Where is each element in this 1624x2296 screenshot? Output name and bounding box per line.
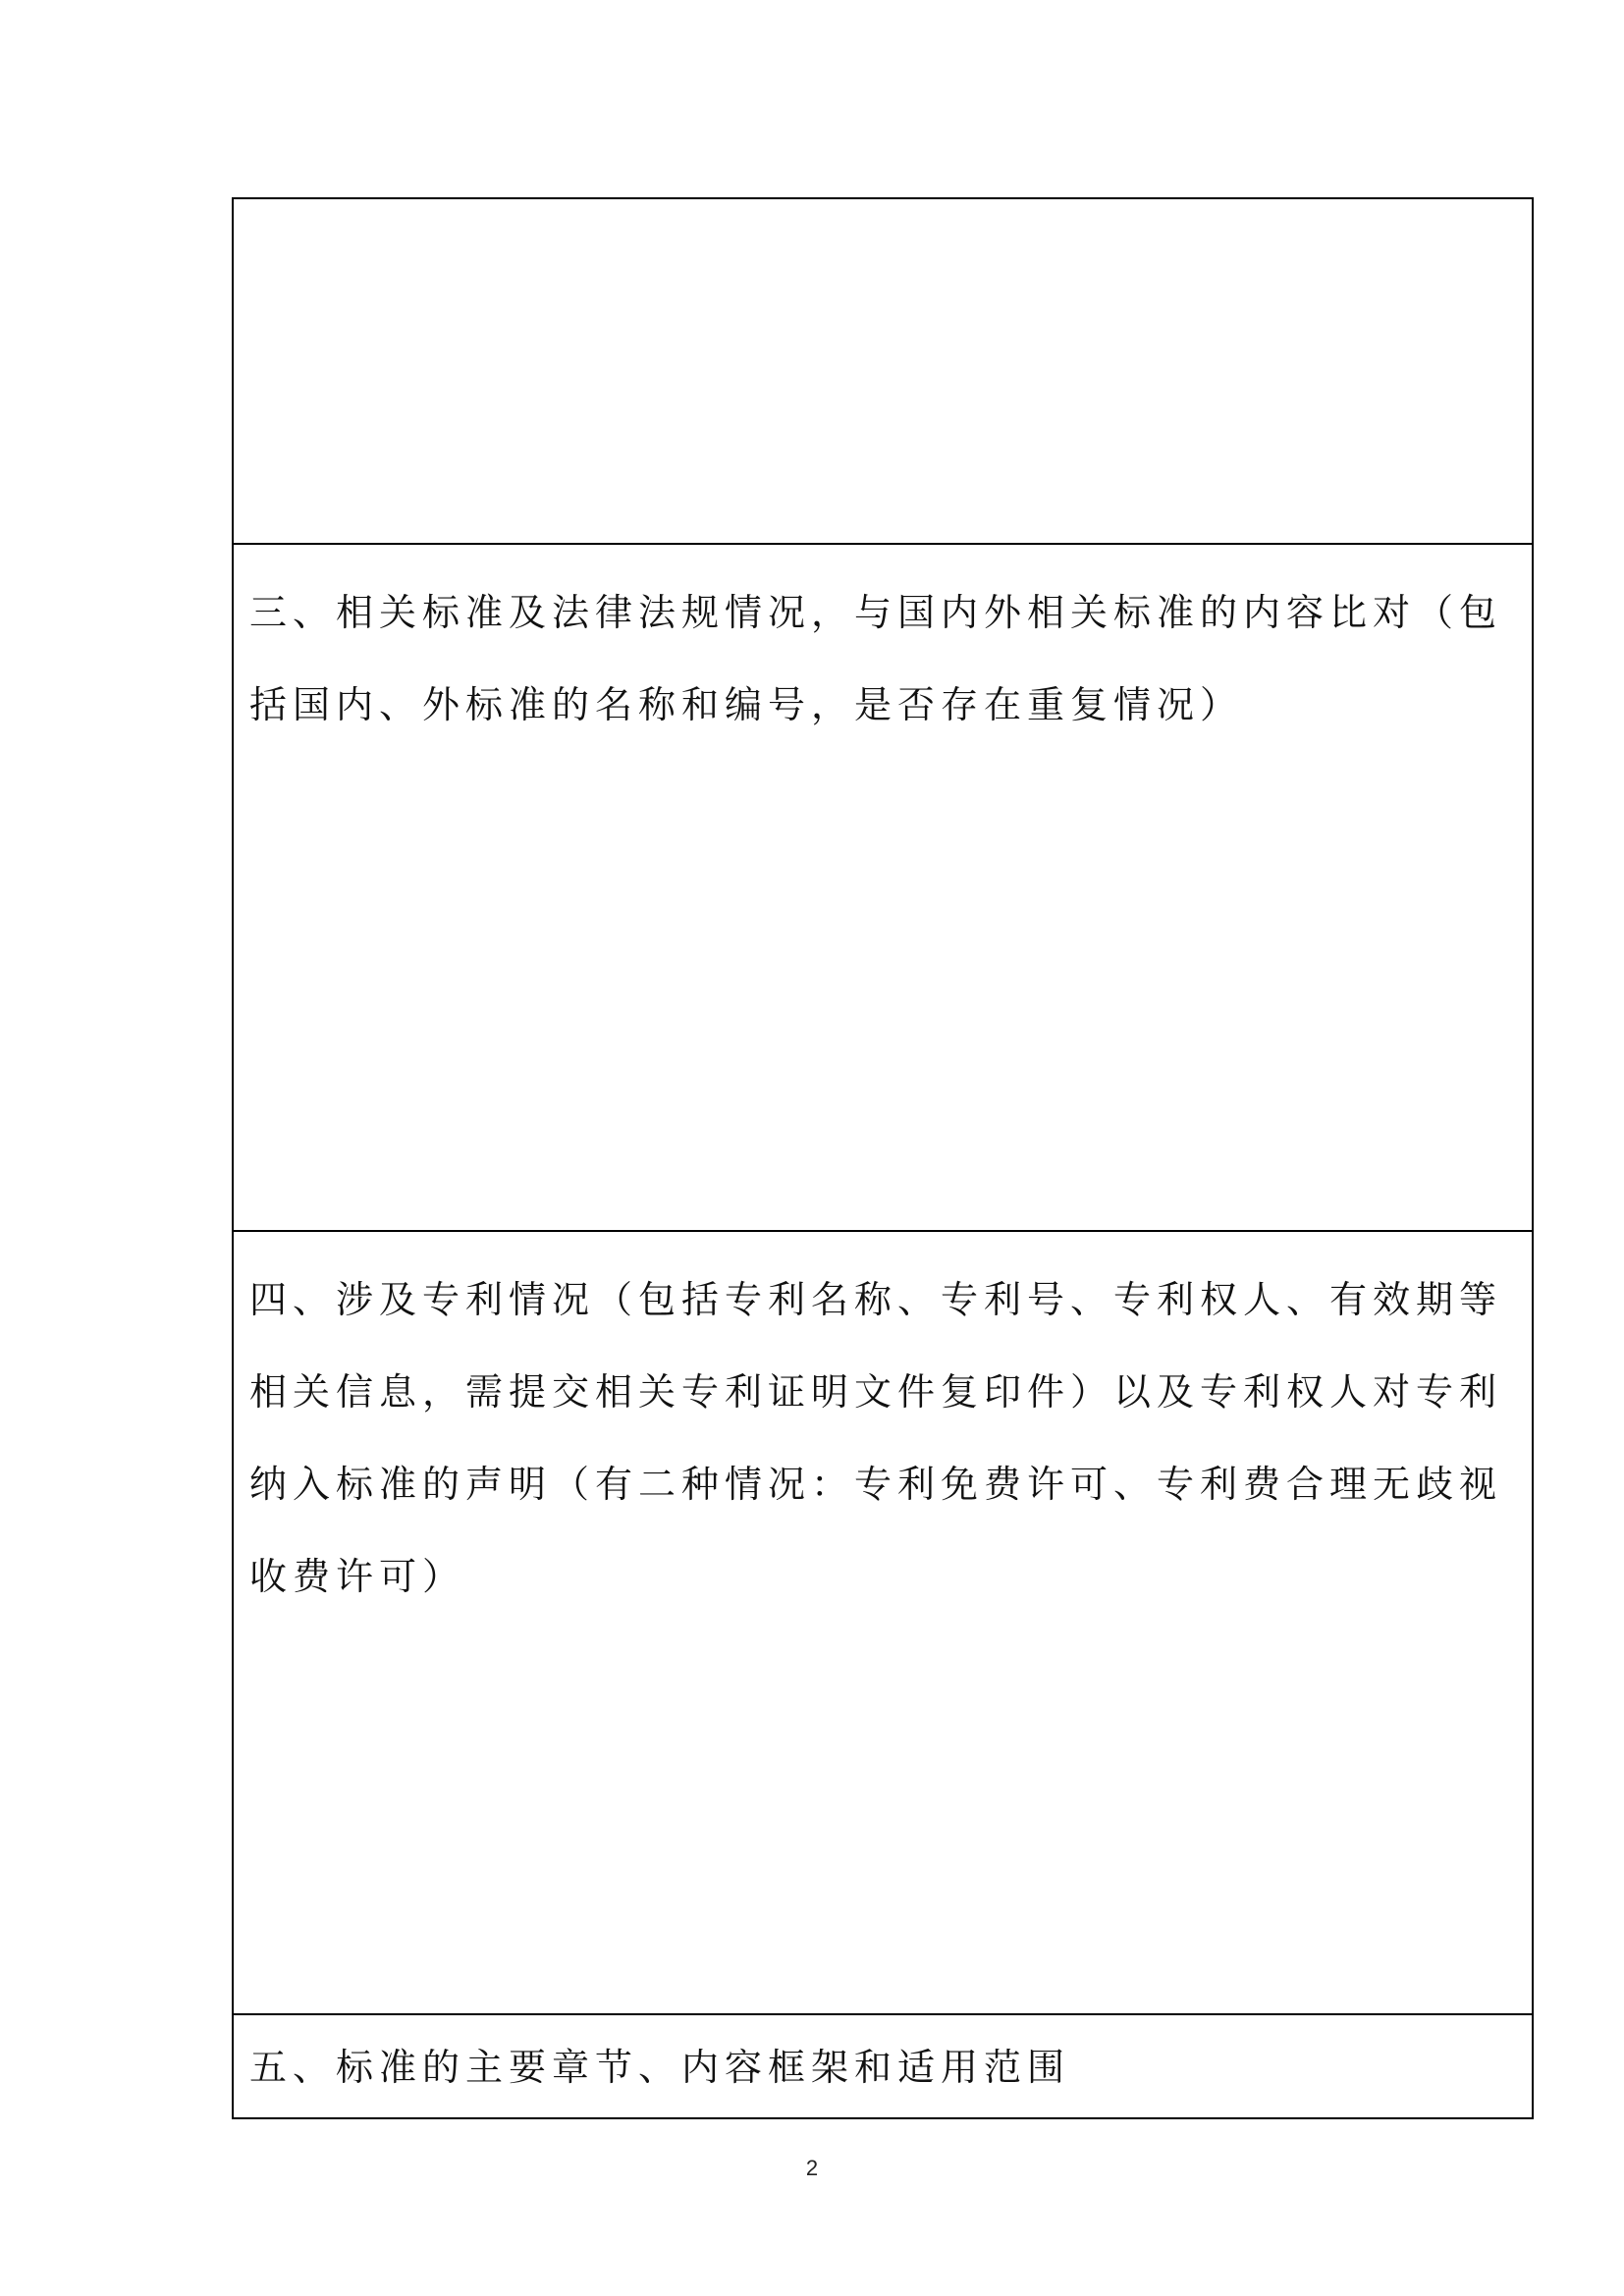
- section-2-continued-blank[interactable]: [234, 199, 1532, 543]
- section-5-scope[interactable]: [234, 2013, 1532, 2117]
- application-form-table: [232, 197, 1534, 2119]
- section-3-related-standards[interactable]: [234, 543, 1532, 1230]
- section-4-heading: 四、涉及专利情况（包括专利名称、专利号、专利权人、有效期等相关信息，需提交相关专利证明文件复印件）以及专利权人对专利纳入标准的声明（有二种情况：专利免费许可、专利费合理无歧视收费许可）: [249, 1278, 1503, 1598]
- section-4-patents[interactable]: [234, 1230, 1532, 2013]
- section-5-heading: 五、标准的主要章节、内容框架和适用范围: [249, 2046, 1071, 2089]
- page-number: 2: [805, 2156, 819, 2180]
- section-3-heading: 三、相关标准及法律法规情况，与国内外相关标准的内容比对（包括国内、外标准的名称和编号，是否存在重复情况）: [249, 591, 1503, 726]
